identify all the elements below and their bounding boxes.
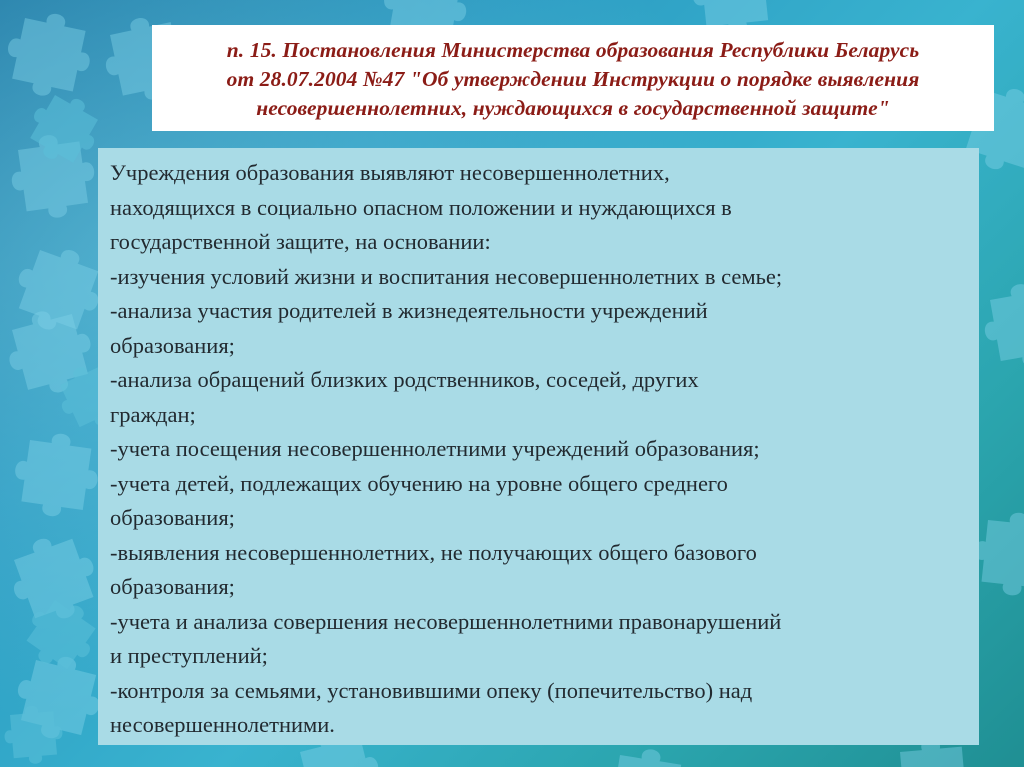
body-line: -учета и анализа совершения несовершеннолетними правонарушений bbox=[110, 608, 782, 634]
title-line: от 28.07.2004 №47 "Об утверждении Инструкции о порядке выявления bbox=[226, 67, 920, 91]
title-box bbox=[152, 25, 994, 131]
body-line: образования; bbox=[110, 332, 235, 358]
body-line: несовершеннолетними. bbox=[110, 712, 335, 737]
body-line: находящихся в социально опасном положении и нуждающихся в bbox=[110, 194, 732, 220]
body-line: Учреждения образования выявляют несовершеннолетних, bbox=[110, 160, 670, 185]
body-line: -изучения условий жизни и воспитания несовершеннолетних в семье; bbox=[110, 263, 783, 289]
title-line: несовершеннолетних, нуждающихся в государственной защите" bbox=[256, 96, 890, 120]
body-line: и преступлений; bbox=[110, 643, 268, 668]
content-panel bbox=[98, 148, 979, 745]
body-line: -анализа обращений близких родственников, соседей, других bbox=[110, 367, 699, 392]
body-line: -анализа участия родителей в жизнедеятельности учреждений bbox=[110, 298, 708, 323]
body-line: -выявления несовершеннолетних, не получающих общего базового bbox=[110, 539, 757, 565]
body-line: государственной защите, на основании: bbox=[110, 229, 491, 254]
body-line: -учета детей, подлежащих обучению на уровне общего среднего bbox=[110, 470, 728, 496]
title-line: п. 15. Постановления Министерства образования Республики Беларусь bbox=[226, 38, 920, 62]
body-line: граждан; bbox=[110, 401, 196, 427]
body-line: -контроля за семьями, установившими опеку (попечительство) над bbox=[110, 677, 753, 703]
body-line: образования; bbox=[110, 574, 235, 599]
body-line: -учета посещения несовершеннолетними учреждений образования; bbox=[110, 436, 760, 461]
body-line: образования; bbox=[110, 505, 235, 530]
